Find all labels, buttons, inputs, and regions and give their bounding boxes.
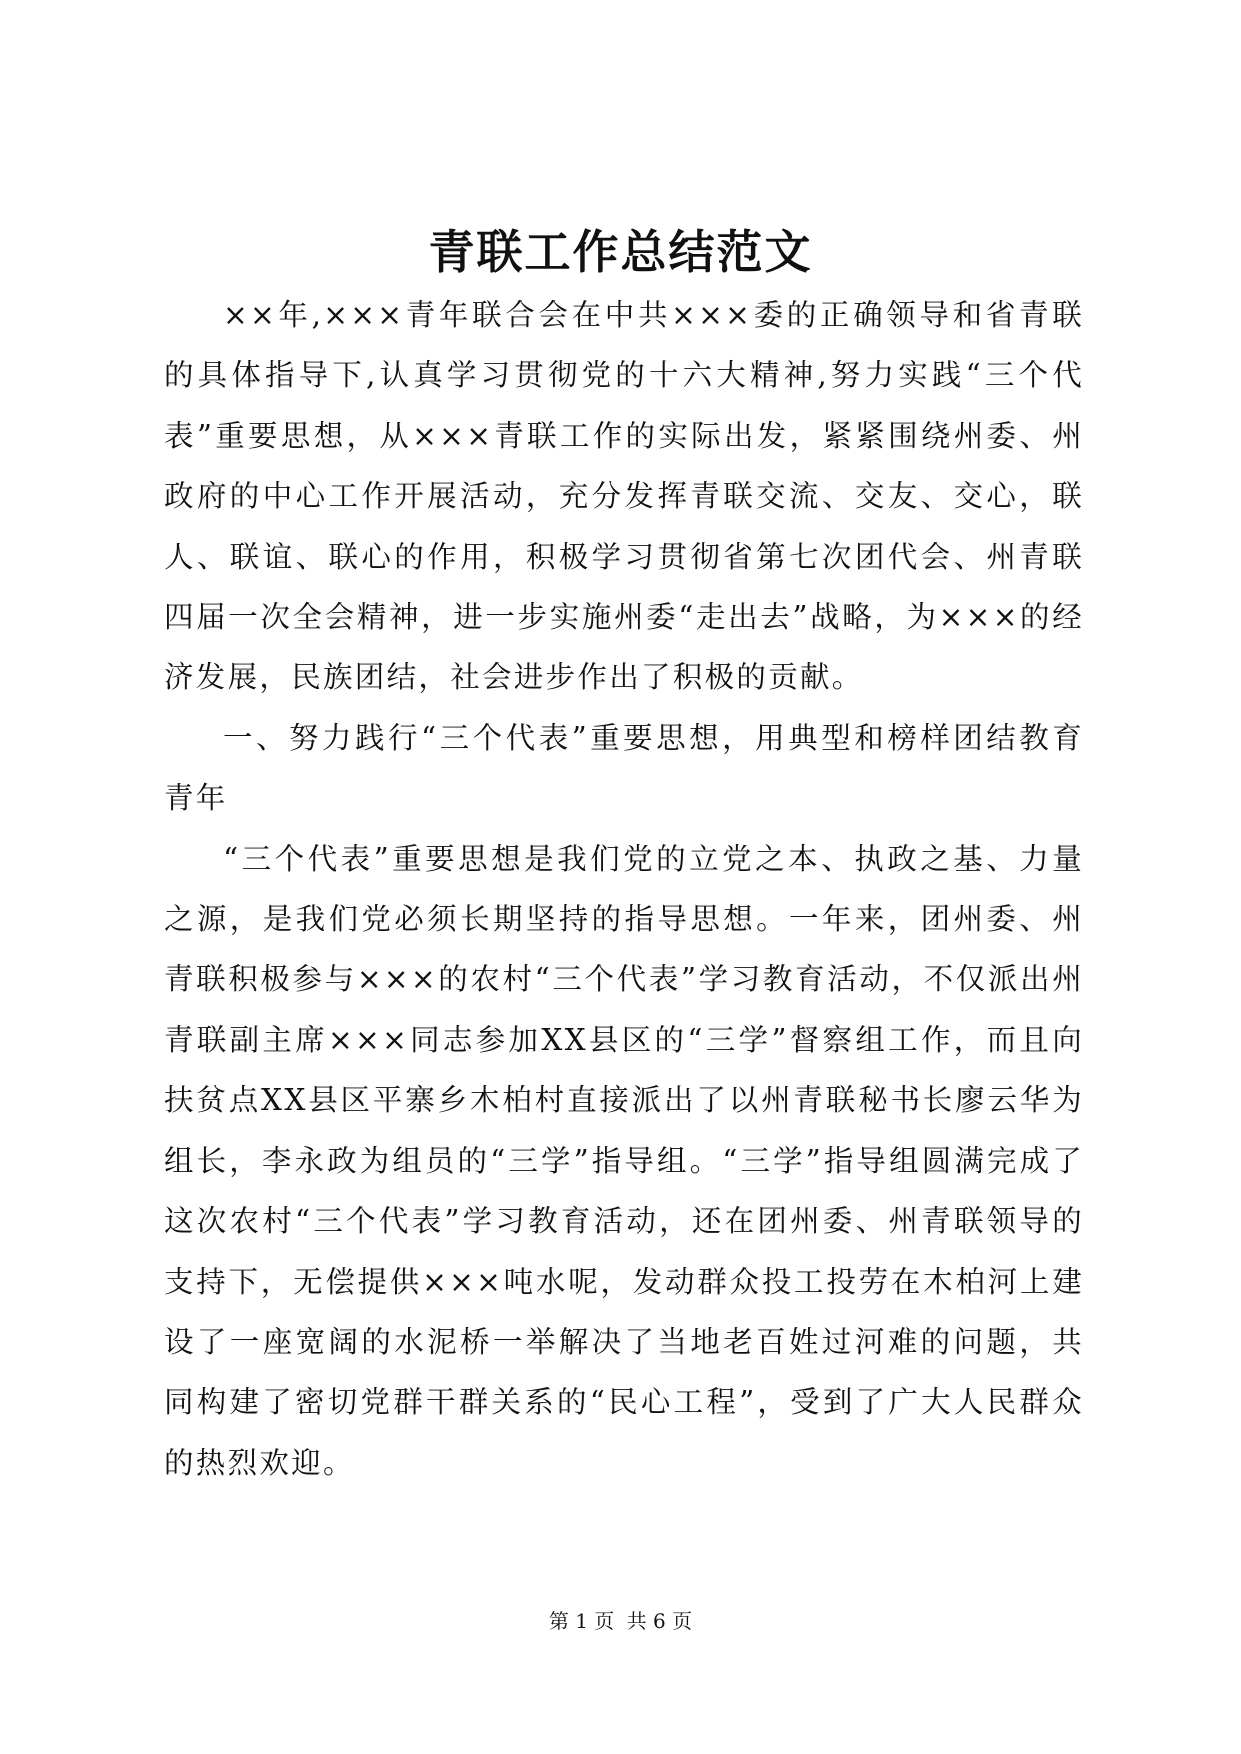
page-footer bbox=[0, 1607, 1241, 1635]
page-number: 第 1 页 bbox=[548, 1609, 615, 1633]
section-heading-1: 一、努力践行“三个代表”重要思想，用典型和榜样团结教育青年 bbox=[164, 720, 1084, 816]
paragraph-intro: ××年,×××青年联合会在中共×××委的正确领导和省青联的具体指导下,认真学习贯彻党的十六大精神,努力实践“三个代表”重要思想，从×××青联工作的实际出发，紧紧围绕州委、州政府的中心工作开展活动，充分发挥青联交流、交友、交心，联人、联谊、联心的作用，积极学习贯彻省第七次团代会、州青联四届一次全会精神，进一步实施州委“走出去”战略，为×××的经济发展，民族团结，社会进步作出了积极的贡献。 bbox=[164, 298, 1084, 695]
page-total: 共 6 页 bbox=[626, 1609, 693, 1633]
document-title: 青联工作总结范文 bbox=[428, 225, 813, 279]
paragraph-section-1: “三个代表”重要思想是我们党的立党之本、执政之基、力量之源，是我们党必须长期坚持的指导思想。一年来，团州委、州青联积极参与×××的农村“三个代表”学习教育活动，不仅派出州青联副主席×××同志参加XX县区的“三学”督察组工作，而且向扶贫点XX县区平寨乡木柏村直接派出了以州青联秘书长廖云华为组长，李永政为组员的“三学”指导组。“三学”指导组圆满完成了这次农村“三个代表”学习教育活动，还在团州委、州青联领导的支持下，无偿提供×××吨水呢，发动群众投工投劳在木柏河上建设了一座宽阔的水泥桥一举解决了当地老百姓过河难的问题，共同构建了密切党群干群关系的“民心工程”，受到了广大人民群众的热烈欢迎。 bbox=[164, 841, 1084, 1480]
document-body bbox=[164, 285, 1084, 1493]
